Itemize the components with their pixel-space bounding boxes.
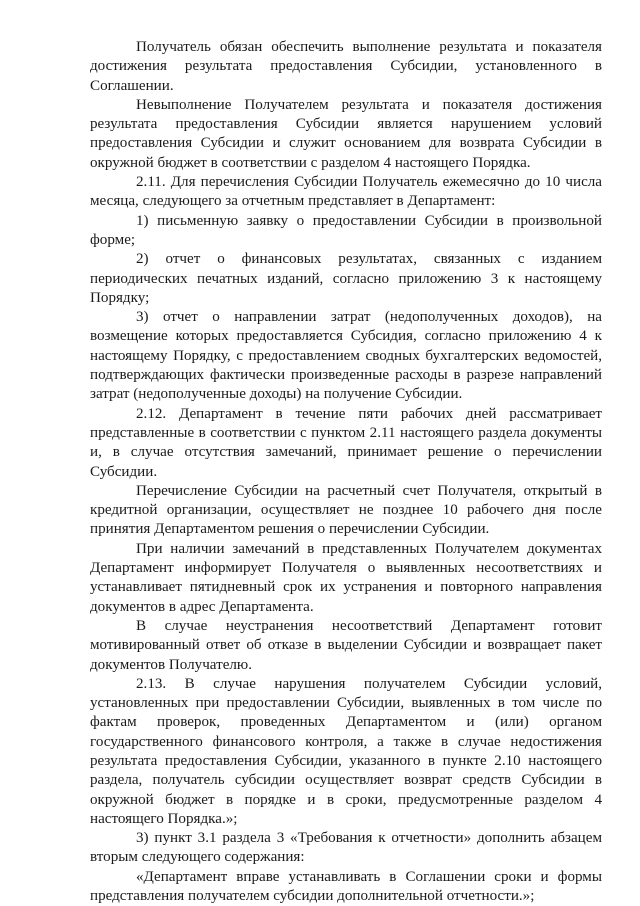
paragraph-2-11-item-1: 1) письменную заявку о предоставлении Субсидии в произвольной форме; [90,212,602,248]
paragraph-transfer: Перечисление Субсидии на расчетный счет Получателя, открытый в кредитной организации, осуществляет не позднее 10 рабочего дня после принятия Департаментом решения о перечислении Субсидии. [90,482,602,538]
paragraph-item-3-amendment: 3) пункт 3.1 раздела 3 «Требования к отчетности» дополнить абзацем вторым следующего содержания: [90,830,602,866]
paragraph-2-11: 2.11. Для перечисления Субсидии Получатель ежемесячно до 10 числа месяца, следующего за отчетным представляет в Департамент: [90,174,602,210]
paragraph-result-obligation: Получатель обязан обеспечить выполнение результата и показателя достижения результата предоставления Субсидии, установленного в Соглашении. [90,39,602,94]
paragraph-2-12: 2.12. Департамент в течение пяти рабочих дней рассматривает представленные в соответствии с пунктом 2.11 настоящего раздела документы и, в случае отсутствия замечаний, принимает решение о перечислении Субсидии. [90,405,602,480]
paragraph-refusal: В случае неустранения несоответствий Департамент готовит мотивированный ответ об отказе в выделении Субсидии и возвращает пакет документов Получателю. [90,617,602,673]
paragraph-2-13: 2.13. В случае нарушения получателем Субсидии условий, установленных при предоставлении Субсидии, выявленных в том числе по фактам проверок, проведенных Департаментом и (или) органом государственного финансового контроля, а также в случае недостижения результата предоставления Субсидии, указанного в пункте 2.10 настоящего раздела, получатель субсидии осуществляет возврат средств Субсидии в окружной бюджет в порядке и в сроки, предусмотренные разделом 4 настоящего Порядка.»; [90,675,602,827]
paragraph-2-11-item-3: 3) отчет о направлении затрат (недополученных доходов), на возмещение которых предоставляется Субсидия, согласно приложению 4 к настоящему Порядку, с предоставлением сводных бухгалтерских ведомостей, подтверждающих фактически произведенные расходы в разрезе направлений затрат (недополученные доходы) на получение Субсидии. [90,309,602,403]
paragraph-nonfulfillment: Невыполнение Получателем результата и показателя достижения результата предоставления Субсидии является нарушением условий предоставления Субсидии и служит основанием для возврата Субсидии в окружной бюджет в соответствии с разделом 4 настоящего Порядка. [90,96,602,171]
paragraph-remarks: При наличии замечаний в представленных Получателем документах Департамент информирует Получателя о выявленных несоответствиях и устанавливает пятидневный срок их устранения и повторного направления документов в адрес Департамента. [90,540,602,615]
paragraph-quoted-addition: «Департамент вправе устанавливать в Соглашении сроки и формы представления получателем субсидии дополнительной отчетности.»; [90,868,602,905]
paragraph-2-11-item-2: 2) отчет о финансовых результатах, связанных с изданием периодических печатных изданий, согласно приложению 3 к настоящему Порядку; [90,251,602,306]
